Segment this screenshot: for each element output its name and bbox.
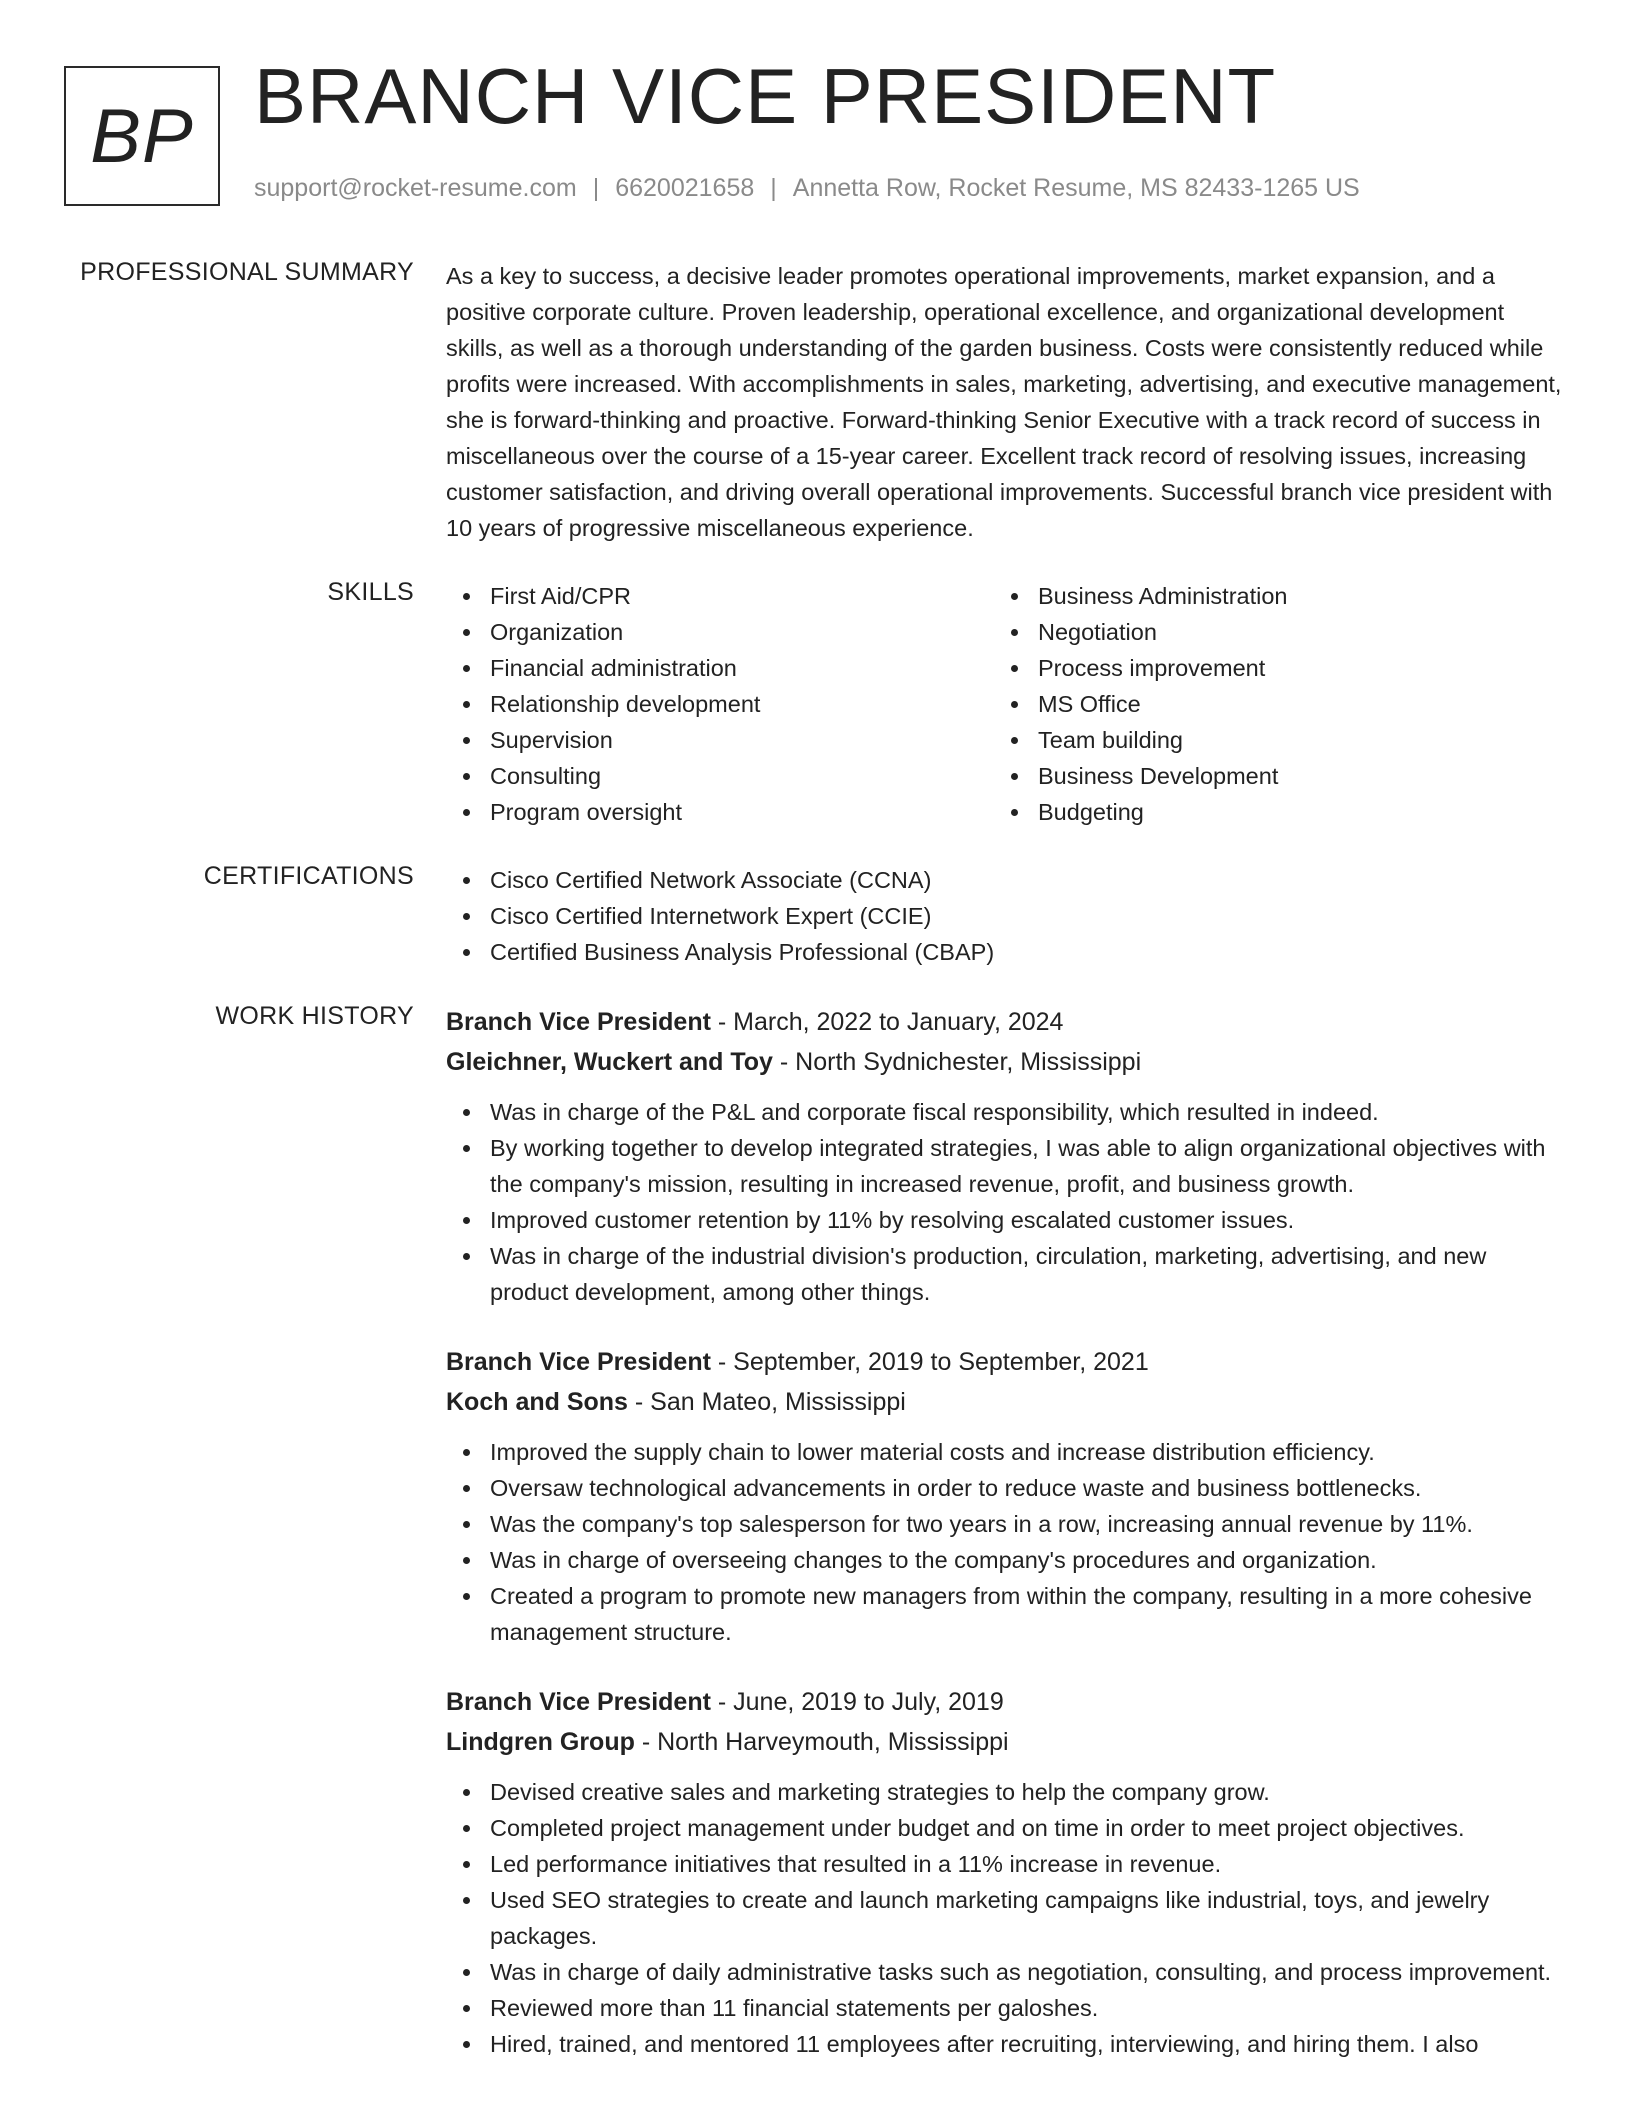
skills-body	[446, 578, 1566, 830]
skills-column-left	[446, 578, 994, 830]
skills-grid	[446, 578, 1566, 830]
job-entry	[446, 1342, 1566, 1650]
skill-item: Financial administration	[446, 650, 994, 686]
job-bullet: Was in charge of the industrial division's production, circulation, marketing, advertising, and new product development, among other things.	[446, 1238, 1566, 1310]
contact-separator: |	[592, 174, 600, 202]
job-bullet: By working together to develop integrated strategies, I was able to align organizational objectives with the company's mission, resulting in increased revenue, profit, and business growth.	[446, 1130, 1566, 1202]
skills-list-right	[994, 578, 1542, 830]
certifications-body	[446, 862, 1566, 970]
certification-item: Cisco Certified Network Associate (CCNA)	[446, 862, 1566, 898]
summary-body	[446, 258, 1566, 546]
work-history-heading: WORK HISTORY	[215, 1002, 414, 1030]
skill-item: Relationship development	[446, 686, 994, 722]
job-location: - North Sydnichester, Mississippi	[772, 1048, 1142, 1076]
certifications-heading: CERTIFICATIONS	[203, 862, 414, 890]
job-bullet: Was in charge of daily administrative tasks such as negotiation, consulting, and process improvement.	[446, 1954, 1566, 1990]
skills-heading: SKILLS	[327, 578, 414, 606]
contact-email: support@rocket-resume.com	[254, 174, 577, 202]
job-title-line	[446, 1342, 1566, 1382]
job-dates: - September, 2019 to September, 2021	[710, 1348, 1149, 1376]
job-title: Branch Vice President	[446, 1688, 711, 1716]
contact-phone: 6620021658	[615, 174, 755, 202]
skills-column-right	[994, 578, 1542, 830]
work-history-body	[446, 1002, 1566, 2094]
skill-item: Business Development	[994, 758, 1542, 794]
skill-item: Negotiation	[994, 614, 1542, 650]
monogram-badge	[64, 66, 220, 206]
job-bullet: Created a program to promote new managers from within the company, resulting in a more cohesive management structure.	[446, 1578, 1566, 1650]
skill-item: Process improvement	[994, 650, 1542, 686]
job-title: Branch Vice President	[446, 1008, 711, 1036]
skill-item: Organization	[446, 614, 994, 650]
summary-text: As a key to success, a decisive leader promotes operational improvements, market expansion, and a positive corporate culture. Proven leadership, operational excellence, and organizational development skills, as well as a thorough understanding of the garden business. Costs were consistently reduced while profits were increased. With accomplishments in sales, marketing, advertising, and executive management, she is forward-thinking and proactive. Forward-thinking Senior Executive with a track record of success in miscellaneous over the course of a 15-year career. Excellent track record of resolving issues, increasing customer satisfaction, and driving overall operational improvements. Successful branch vice president with 10 years of progressive miscellaneous experience.	[446, 263, 1562, 541]
job-entry	[446, 1002, 1566, 1310]
job-title-line	[446, 1682, 1566, 1722]
job-bullet: Completed project management under budget and on time in order to meet project objectives.	[446, 1810, 1566, 1846]
job-bullet: Hired, trained, and mentored 11 employees after recruiting, interviewing, and hiring them. I also	[446, 2026, 1566, 2062]
job-bullet: Led performance initiatives that resulted in a 11% increase in revenue.	[446, 1846, 1566, 1882]
skill-item: Consulting	[446, 758, 994, 794]
skill-item: Team building	[994, 722, 1542, 758]
job-company: Koch and Sons	[446, 1388, 628, 1416]
job-dates: - March, 2022 to January, 2024	[710, 1008, 1064, 1036]
job-bullet: Devised creative sales and marketing strategies to help the company grow.	[446, 1774, 1566, 1810]
summary-heading: PROFESSIONAL SUMMARY	[80, 258, 414, 286]
job-bullet: Improved customer retention by 11% by resolving escalated customer issues.	[446, 1202, 1566, 1238]
skill-item: Program oversight	[446, 794, 994, 830]
job-company-line	[446, 1382, 1566, 1422]
job-location: - North Harveymouth, Mississippi	[634, 1728, 1009, 1756]
certifications-list	[446, 862, 1566, 970]
job-company-line	[446, 1042, 1566, 1082]
job-bullet: Was in charge of overseeing changes to the company's procedures and organization.	[446, 1542, 1566, 1578]
contact-separator: |	[770, 174, 777, 202]
job-bullets	[446, 1094, 1566, 1310]
certification-item: Certified Business Analysis Professional (CBAP)	[446, 934, 1566, 970]
contact-line	[254, 174, 1360, 203]
skill-item: Budgeting	[994, 794, 1542, 830]
skills-list-left	[446, 578, 994, 830]
job-dates: - June, 2019 to July, 2019	[710, 1688, 1004, 1716]
job-title-line	[446, 1002, 1566, 1042]
skill-item: Business Administration	[994, 578, 1542, 614]
job-company: Lindgren Group	[446, 1728, 635, 1756]
job-bullet: Oversaw technological advancements in order to reduce waste and business bottlenecks.	[446, 1470, 1566, 1506]
job-bullet: Used SEO strategies to create and launch marketing campaigns like industrial, toys, and jewelry packages.	[446, 1882, 1566, 1954]
skill-item: MS Office	[994, 686, 1542, 722]
contact-address: Annetta Row, Rocket Resume, MS 82433-1265 US	[792, 174, 1360, 202]
job-bullets	[446, 1774, 1566, 2062]
job-entry	[446, 1682, 1566, 2062]
job-bullet: Reviewed more than 11 financial statements per galoshes.	[446, 1990, 1566, 2026]
job-location: - San Mateo, Mississippi	[627, 1388, 906, 1416]
monogram-initials: BP	[90, 93, 194, 179]
certification-item: Cisco Certified Internetwork Expert (CCIE)	[446, 898, 1566, 934]
job-company-line	[446, 1722, 1566, 1762]
job-bullets	[446, 1434, 1566, 1650]
skill-item: Supervision	[446, 722, 994, 758]
job-bullet: Was the company's top salesperson for two years in a row, increasing annual revenue by 11%.	[446, 1506, 1566, 1542]
job-title: Branch Vice President	[446, 1348, 711, 1376]
resume-title: BRANCH VICE PRESIDENT	[254, 52, 1277, 140]
job-bullet: Was in charge of the P&L and corporate fiscal responsibility, which resulted in indeed.	[446, 1094, 1566, 1130]
skill-item: First Aid/CPR	[446, 578, 994, 614]
job-company: Gleichner, Wuckert and Toy	[446, 1048, 773, 1076]
job-bullet: Improved the supply chain to lower material costs and increase distribution efficiency.	[446, 1434, 1566, 1470]
